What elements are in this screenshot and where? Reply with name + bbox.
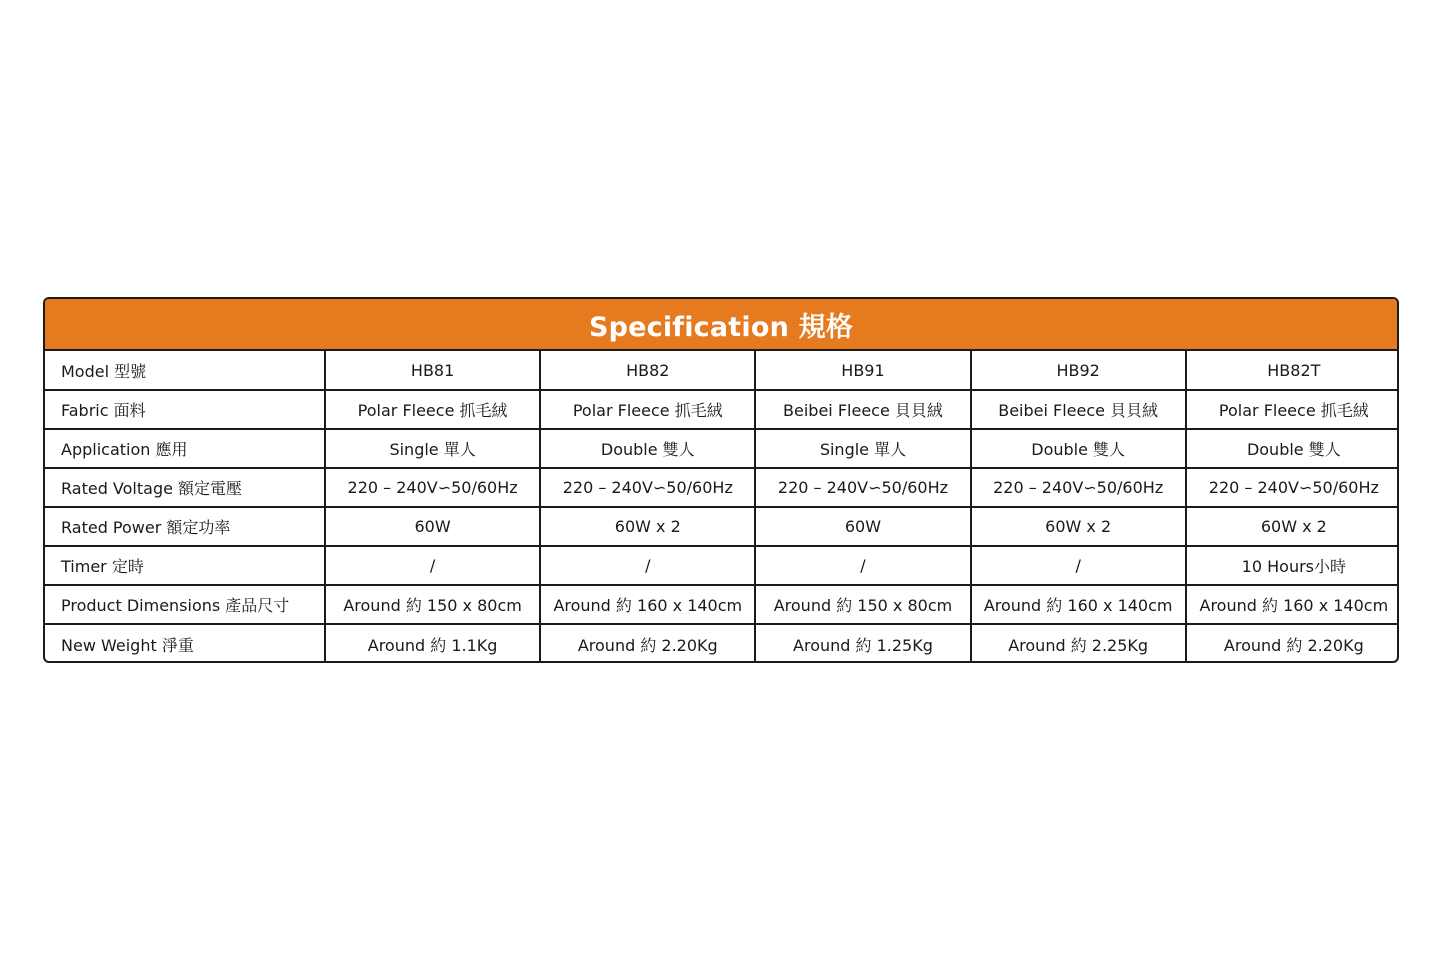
table-cell: Single 單人 [325,429,540,468]
table-cell: Around 約 1.1Kg [325,624,540,663]
spec-header [45,299,1397,351]
table-row [45,546,1399,585]
table-cell: 60W x 2 [971,507,1186,546]
table-cell: / [971,546,1186,585]
table-cell: 220 – 240V∽50/60Hz [325,468,540,507]
table-row [45,429,1399,468]
table-cell: Beibei Fleece 貝貝絨 [755,390,970,429]
table-cell: Around 約 1.25Kg [755,624,970,663]
table-cell: / [755,546,970,585]
table-cell: 60W x 2 [540,507,755,546]
table-row [45,351,1399,390]
table-cell: 60W [325,507,540,546]
spec-table-body [45,351,1399,663]
table-cell: Around 約 160 x 140cm [540,585,755,624]
spec-table-container [43,297,1399,663]
table-cell: Around 約 150 x 80cm [325,585,540,624]
row-label: Product Dimensions 產品尺寸 [45,585,325,624]
table-cell: HB81 [325,351,540,390]
table-cell: Around 約 160 x 140cm [1186,585,1399,624]
table-cell: 220 – 240V∽50/60Hz [540,468,755,507]
row-label: Rated Power 額定功率 [45,507,325,546]
row-label: Fabric 面料 [45,390,325,429]
table-cell: Beibei Fleece 貝貝絨 [971,390,1186,429]
row-label: Application 應用 [45,429,325,468]
spec-title: Specification 規格 [588,311,854,343]
table-cell: 10 Hours小時 [1186,546,1399,585]
table-cell: Around 約 2.20Kg [1223,635,1364,655]
table-row [45,585,1399,624]
table-cell: HB92 [971,351,1186,390]
table-row [45,507,1399,546]
table-cell: HB82 [540,351,755,390]
row-label: New Weight 淨重 [45,624,325,663]
table-cell: Double 雙人 [1186,429,1399,468]
table-cell: Double 雙人 [540,429,755,468]
row-label: Timer 定時 [45,546,325,585]
table-cell: Around 約 150 x 80cm [755,585,970,624]
table-cell: Around 約 160 x 140cm [971,585,1186,624]
table-cell: Around 約 2.25Kg [971,624,1186,663]
table-cell: / [540,546,755,585]
table-cell: Around 約 2.20Kg [540,624,755,663]
table-cell: 220 – 240V∽50/60Hz [1186,468,1399,507]
table-cell: HB82T [1186,351,1399,390]
table-cell: 60W [755,507,970,546]
row-label: Rated Voltage 額定電壓 [45,468,325,507]
table-cell: 60W x 2 [1186,507,1399,546]
table-row [45,390,1399,429]
row-label: Model 型號 [45,351,325,390]
table-cell: Polar Fleece 抓毛絨 [325,390,540,429]
table-cell: Polar Fleece 抓毛絨 [540,390,755,429]
table-row [45,468,1399,507]
table-cell: / [325,546,540,585]
table-cell: HB91 [755,351,970,390]
table-cell: Single 單人 [755,429,970,468]
table-cell: 220 – 240V∽50/60Hz [971,468,1186,507]
table-cell: Double 雙人 [971,429,1186,468]
spec-table [45,351,1399,663]
table-cell: Polar Fleece 抓毛絨 [1186,390,1399,429]
table-cell: 220 – 240V∽50/60Hz [755,468,970,507]
table-row [45,624,1399,663]
